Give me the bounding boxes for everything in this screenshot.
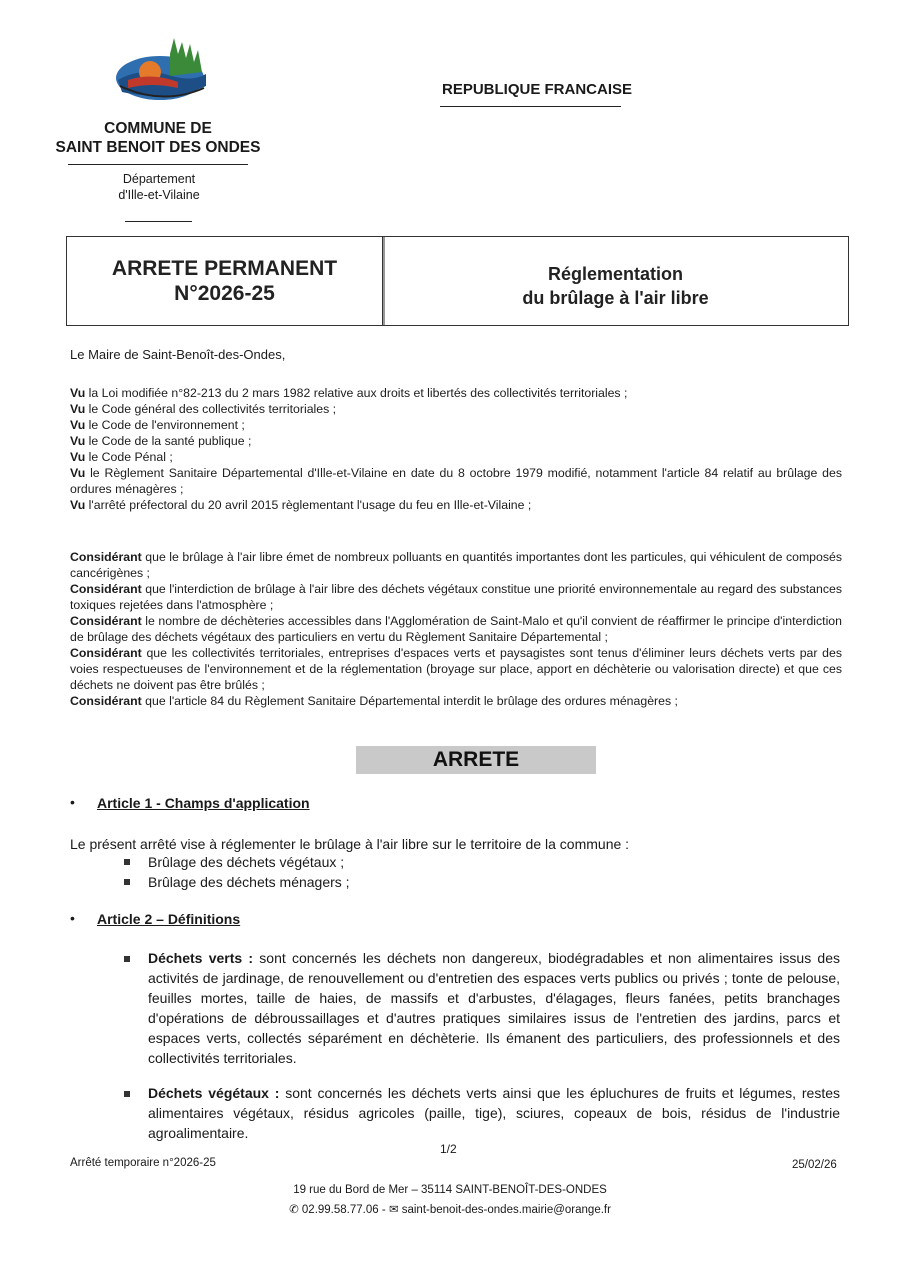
commune-logo: [112, 36, 212, 104]
square-bullet-icon: [124, 1091, 130, 1097]
divider: [125, 221, 192, 222]
visa-line: Vu le Code Pénal ;: [70, 450, 173, 464]
article2-title: Article 2 – Définitions: [97, 911, 241, 927]
mairie-contact: [250, 1202, 650, 1216]
visa-line: Vu le Code de la santé publique ;: [70, 434, 252, 448]
square-bullet-icon: [124, 859, 130, 865]
definition-dechets-vegetaux: [148, 1083, 840, 1143]
republique-heading: REPUBLIQUE FRANCAISE: [441, 81, 632, 98]
considerant-line: Considérant le nombre de déchèteries accessibles dans l'Agglomération de Saint-Malo et qu'il convient de réaffirmer le principe d'interdiction de brûlage des déchets végétaux des particuliers en vertu du Règlement Sanitaire Départemental ;: [70, 614, 842, 644]
square-bullet-icon: [124, 879, 130, 885]
article1-item: Brûlage des déchets ménagers ;: [148, 874, 350, 890]
logo-trees: [170, 38, 202, 76]
title-box: [66, 236, 849, 326]
intro-text: Le Maire de Saint-Benoît-des-Ondes,: [70, 347, 286, 362]
divider: [440, 106, 621, 107]
definition-term: Déchets végétaux :: [148, 1085, 280, 1101]
email-address: saint-benoit-des-ondes.mairie@orange.fr: [401, 1204, 611, 1216]
visa-line: Vu le Code général des collectivités territoriales ;: [70, 402, 337, 416]
divider: [68, 164, 248, 165]
considerant-line: Considérant que les collectivités territoriales, entreprises d'espaces verts et paysagistes sont tenus d'éliminer leurs déchets verts par des voies respectueuses de l'environnement et de la réglementation (broyage sur place, apport en déchèterie ou valorisation directe) et que ces déchets ne doivent pas être brûlés ;: [70, 646, 842, 692]
visa-line: Vu le Code de l'environnement ;: [70, 418, 245, 432]
arrete-type: ARRETE PERMANENT: [111, 257, 338, 280]
definition-term: Déchets verts :: [148, 950, 254, 966]
separator: -: [378, 1204, 389, 1216]
commune-name: [40, 119, 276, 157]
subject-line1: Réglementation: [547, 264, 684, 284]
arrete-number: N°2026-25: [174, 282, 275, 305]
visas-block: [70, 385, 842, 513]
visa-line: Vu le Règlement Sanitaire Départemental d'Ille-et-Vilaine en date du 8 octobre 1979 modifié, notamment l'article 84 relatif au brûlage des ordures ménagères ;: [70, 466, 842, 496]
definition-dechets-verts: [148, 948, 840, 1068]
page-number: 1/2: [440, 1142, 457, 1156]
email-icon: ✉: [388, 1204, 399, 1216]
departement-line2: d'Ille-et-Vilaine: [118, 188, 200, 202]
phone-icon: ✆: [289, 1204, 299, 1216]
article1-intro: Le présent arrêté vise à réglementer le brûlage à l'air libre sur le territoire de la commune :: [70, 836, 630, 852]
considerant-line: Considérant que l'interdiction de brûlage à l'air libre des déchets végétaux constitue une priorité environnementale au regard des substances toxiques rejetées dans l'atmosphère ;: [70, 582, 842, 612]
footer-date: 25/02/26: [792, 1159, 837, 1171]
arrete-heading: ARRETE: [356, 746, 596, 774]
bullet-icon: •: [70, 910, 75, 926]
arrete-number-cell: [67, 237, 383, 325]
visa-line: Vu l'arrêté préfectoral du 20 avril 2015 règlementant l'usage du feu en Ille-et-Vilaine ;: [70, 498, 532, 512]
commune-line1: COMMUNE DE: [104, 120, 212, 137]
departement: [90, 171, 228, 203]
visa-line: Vu la Loi modifiée n°82-213 du 2 mars 1982 relative aux droits et libertés des collectivités territoriales ;: [70, 386, 628, 400]
commune-line2: SAINT BENOIT DES ONDES: [55, 139, 261, 156]
definition-text: sont concernés les déchets verts ainsi que les épluchures de fruits et légumes, restes alimentaires végétaux, résidus agricoles (paille, tige), sciures, copeaux de bois, résidus de l'industrie agroalimentaire.: [148, 1085, 840, 1141]
arrete-subject-cell: [383, 237, 848, 325]
square-bullet-icon: [124, 956, 130, 962]
subject-line2: du brûlage à l'air libre: [522, 288, 709, 308]
definition-text: sont concernés les déchets non dangereux, biodégradables et non alimentaires issus des activités de jardinage, de renouvellement ou d'entretien des espaces verts publics ou privés ; tonte de pelouse, feuilles mortes, taille de haies, de massifs et d'arbustes, d'élagages, fleurs fanées, petits branchages d'opérations de débroussaillages et d'autres pratiques similaires issus de l'entretien des jardins, parcs et espaces verts, collectés séparément en déchèterie. Ils émanent des particuliers, des professionnels et des collectivités territoriales.: [148, 950, 840, 1066]
considerant-line: Considérant que l'article 84 du Règlement Sanitaire Départemental interdit le brûlage des ordures ménagères ;: [70, 694, 678, 708]
article1-title: Article 1 - Champs d'application: [97, 795, 310, 811]
bullet-icon: •: [70, 794, 75, 810]
phone-number: 02.99.58.77.06: [301, 1204, 379, 1216]
footer-reference: Arrêté temporaire n°2026-25: [70, 1157, 216, 1169]
departement-line1: Département: [122, 172, 196, 186]
mairie-address: 19 rue du Bord de Mer – 35114 SAINT-BENOÎT-DES-ONDES: [293, 1184, 607, 1196]
considerant-line: Considérant que le brûlage à l'air libre émet de nombreux polluants en quantités importantes dont les particules, qui véhiculent de composés cancérigènes ;: [70, 550, 842, 580]
article1-item: Brûlage des déchets végétaux ;: [148, 854, 345, 870]
considerants-block: [70, 549, 842, 709]
